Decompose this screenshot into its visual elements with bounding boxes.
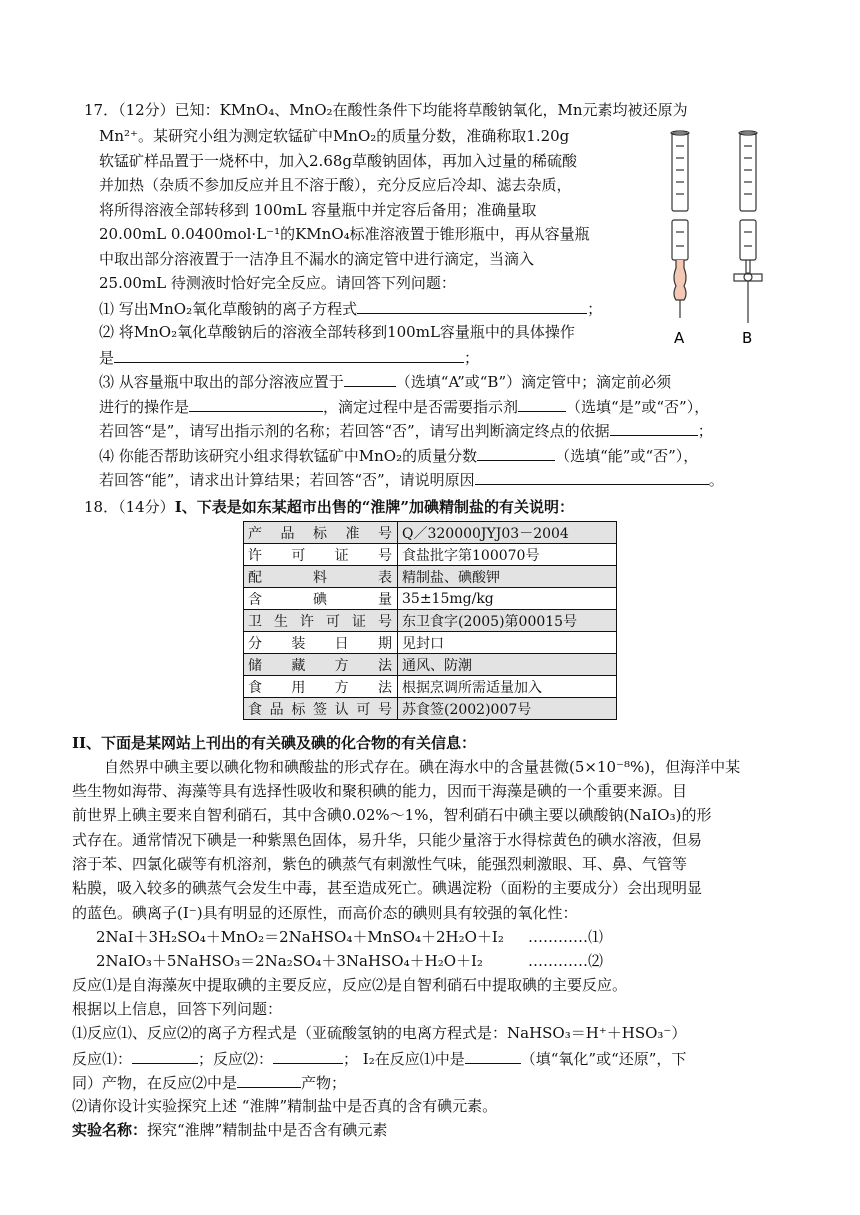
equation-1-number: …………⑴ (528, 928, 604, 946)
table-row: 含碘量 35±15mg/kg (244, 588, 617, 610)
q18-subq2: ⑵请你设计实验探究上述 “淮牌”精制盐中是否真的含有碘元素。 (72, 1097, 498, 1115)
passage-line: 溶于苯、四氯化碳等有机溶剂，紫色的碘蒸气有刺激性气味，能强烈刺激眼、耳、鼻、气管等 (72, 855, 688, 873)
passage-line: 些生物如海带、海藻等具有选择性吸收和聚积碘的能力，因而干海藻是碘的一个重要来源。目 (72, 782, 688, 800)
answer-blank[interactable] (273, 1048, 343, 1064)
q17-subq3-cont: 进行的操作是 ，滴定过程中是否需要指示剂 （选填“是”或“否”）， (99, 398, 710, 416)
answer-blank[interactable] (189, 396, 323, 412)
answer-blank[interactable] (475, 469, 709, 485)
salt-spec-table (243, 521, 617, 720)
q17-line3: 软锰矿样品置于一烧杯中，加入2.68g草酸钠固体，再加入过量的稀硫酸 (99, 152, 578, 170)
q17-subq3-cont2: 若回答“是”，请写出指示剂的名称；若回答“否”，请写出判断滴定终点的依据 ； (99, 422, 713, 440)
q17-subq3: ⑶ 从容量瓶中取出的部分溶液应置于 （选填“A”或“B”）滴定管中；滴定前必须 (99, 373, 672, 391)
q17-line4: 并加热（杂质不参加反应并且不溶于酸），充分反应后冷却、滤去杂质， (99, 176, 572, 194)
table-row: 许可证号 食盐批字第100070号 (244, 544, 617, 566)
q17-subq2-cont: 是 ； (99, 349, 480, 367)
q18-subq1-cont: 同）产物，在反应⑵中是 产物； (72, 1074, 347, 1092)
passage-line: 前世界上碘主要来自智利硝石，其中含碘0.02%～1%，智利硝石中碘主要以碘酸钠(NaIO₃)的形 (72, 806, 712, 824)
experiment-name: 实验名称：探究“淮牌”精制盐中是否含有碘元素 (72, 1121, 388, 1139)
passage-line: 粘膜，吸入较多的碘蒸气会发生中毒，甚至造成死亡。碘遇淀粉（面粉的主要成分）会出现明显 (72, 879, 703, 897)
tube-b-label: B (742, 329, 753, 347)
table-row: 配料表 精制盐、碘酸钾 (244, 566, 617, 588)
q18-subq1: ⑴反应⑴、反应⑵的离子方程式是（亚硫酸氢钠的电离方程式是：NaHSO₃＝H⁺＋HSO₃⁻） (72, 1024, 687, 1042)
question-intro: 根据以上信息，回答下列问题： (72, 1000, 283, 1018)
answer-blank[interactable] (518, 396, 566, 412)
answer-blank[interactable] (344, 371, 396, 387)
answer-blank[interactable] (132, 1048, 198, 1064)
equation-2: 2NaIO₃＋5NaHSO₃＝2Na₂SO₄＋3NaHSO₄＋H₂O＋I₂ (96, 952, 483, 970)
answer-blank[interactable] (357, 298, 587, 314)
answer-blank[interactable] (237, 1072, 301, 1088)
q17-line8: 25.00mL 待测液时恰好完全反应。请回答下列问题： (99, 274, 456, 292)
q17-line7: 中取出部分溶液置于一洁净且不漏水的滴定管中进行滴定，当滴入 (99, 250, 535, 268)
tube-a-lower (672, 220, 688, 260)
q18-heading: 18．（14分）I、下表是如东某超市出售的“淮牌”加碘精制盐的有关说明： (84, 498, 574, 516)
q17-subq1: ⑴ 写出MnO₂氧化草酸钠的离子方程式 ； (99, 300, 603, 318)
table-row: 产品标准号 Q／320000JYJ03－2004 (244, 522, 617, 544)
tube-b-lower (740, 220, 756, 260)
passage-line: 自然界中碘主要以碘化物和碘酸盐的形式存在。碘在海水中的含量甚微(5×10⁻⁸%)，但海洋中某 (104, 758, 741, 776)
answer-blank[interactable] (114, 347, 464, 363)
answer-blank[interactable] (477, 445, 555, 461)
table-row: 食用方法 根据烹调所需适量加入 (244, 676, 617, 698)
passage-line: 的蓝色。碘离子(I⁻)具有明显的还原性，而高价态的碘则具有较强的氧化性： (72, 904, 578, 922)
table-row: 食品标签认可号 苏食签(2002)007号 (244, 698, 617, 720)
part2-title: II、下面是某网站上刊出的有关碘及碘的化合物的有关信息： (72, 734, 477, 752)
equation-1: 2NaI＋3H₂SO₄＋MnO₂＝2NaHSO₄＋MnSO₄＋2H₂O＋I₂ (96, 928, 504, 946)
table-row: 分装日期 见封口 (244, 632, 617, 654)
tube-a-upper (672, 133, 688, 211)
burette-diagram (650, 128, 780, 348)
q17-line1: 17．（12分）已知：KMnO₄、MnO₂在酸性条件下均能将草酸钠氧化，Mn元素均被还原为 (84, 101, 688, 119)
reaction-note: 反应⑴是自海藻灰中提取碘的主要反应，反应⑵是自智利硝石中提取碘的主要反应。 (72, 976, 628, 994)
answer-blank[interactable] (465, 1048, 521, 1064)
q18-subq1-blanks: 反应⑴： ；反应⑵： ； I₂在反应⑴中是 （填“氧化”或“还原”，下 (72, 1050, 687, 1068)
equation-2-number: …………⑵ (528, 952, 604, 970)
table-row: 卫生许可证号 东卫食字(2005)第00015号 (244, 610, 617, 632)
q17-line2: Mn²⁺。某研究小组为测定软锰矿中MnO₂的质量分数，准确称取1.20g (99, 127, 570, 145)
tube-b-upper (740, 133, 756, 211)
answer-blank[interactable] (610, 420, 698, 436)
passage-line: 式存在。通常情况下碘是一种紫黑色固体，易升华，只能少量溶于水得棕黄色的碘水溶液，但易 (72, 831, 703, 849)
tube-a-label: A (674, 329, 685, 347)
table-row: 储藏方法 通风、防潮 (244, 654, 617, 676)
q17-subq4: ⑷ 你能否帮助该研究小组求得软锰矿中MnO₂的质量分数 （选填“能”或“否”）， (99, 447, 699, 465)
stopcock (734, 274, 762, 281)
q17-subq2: ⑵ 将MnO₂氧化草酸钠后的溶液全部转移到100mL容量瓶中的具体操作 (99, 323, 575, 341)
q17-line5: 将所得溶液全部转移到 100mL 容量瓶中并定容后备用；准确量取 (99, 201, 537, 219)
q17-line6: 20.00mL 0.0400mol·L⁻¹的KMnO₄标准溶液置于锥形瓶中，再从容量瓶 (99, 225, 590, 243)
q17-subq4-cont: 若回答“能”，请求出计算结果；若回答“否”，请说明原因 。 (99, 471, 724, 489)
